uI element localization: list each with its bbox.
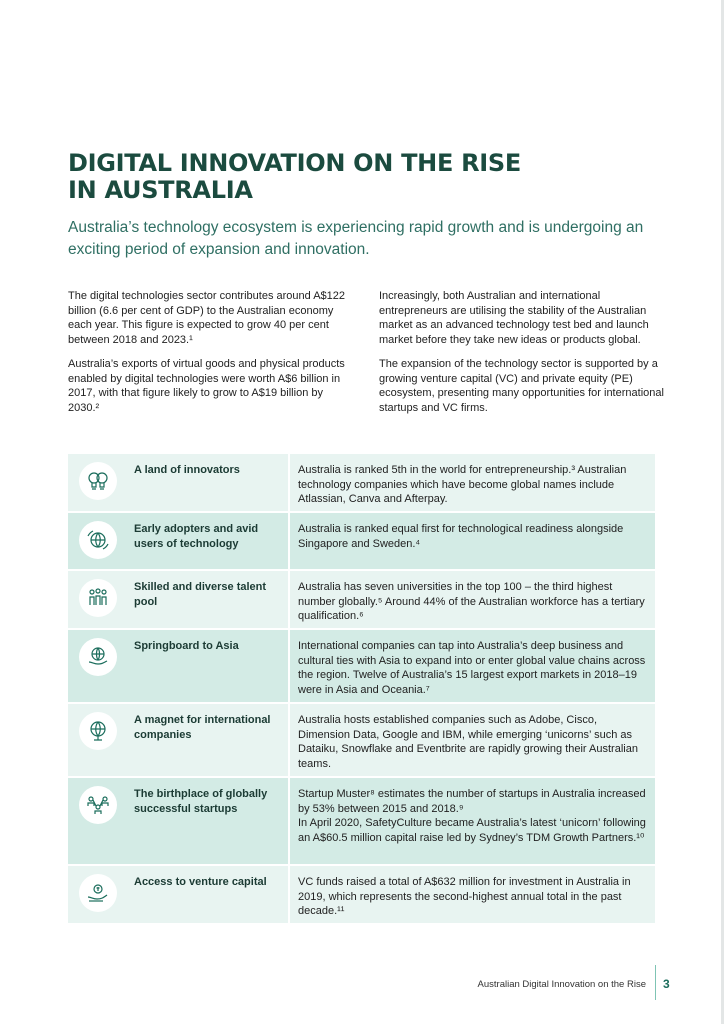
row-heading: A magnet for international companies [134, 714, 271, 741]
row-description: Australia has seven universities in the top 100 – the third highest number globally.⁵ Around 44% of the Australian workforce has a tertiary qualification.⁶ [288, 571, 655, 628]
table-row [68, 776, 655, 864]
title-line-2: IN AUSTRALIA [68, 176, 253, 204]
money-hand-icon [79, 874, 117, 912]
globe-arrows-icon [79, 521, 117, 559]
globe-hand-icon [79, 638, 117, 676]
row-heading: The birthplace of globally successful startups [134, 788, 268, 815]
team-network-icon [79, 786, 117, 824]
table-row [68, 864, 655, 923]
table-row [68, 569, 655, 628]
lightbulbs-icon [79, 462, 117, 500]
row-heading: Access to venture capital [134, 876, 267, 888]
row-heading: Springboard to Asia [134, 640, 239, 652]
row-description: Australia is ranked 5th in the world for entrepreneurship.³ Australian technology companies which have become global names include Atlassian, Canva and Afterpay. [288, 454, 655, 511]
globe-stand-icon [79, 712, 117, 750]
intro-paragraph: The expansion of the technology sector is supported by a growing venture capital (VC) and private equity (PE) ecosystem, presenting many opportunities for international startups and VC firms. [379, 358, 664, 414]
intro-paragraph: Increasingly, both Australian and international entrepreneurs are utilising the stability of the Australian market as an advanced technology test bed and launch market before they take new ideas or products global. [379, 290, 649, 346]
row-heading: Early adopters and avid users of technology [134, 523, 259, 550]
page-title [68, 150, 668, 204]
row-description: VC funds raised a total of A$632 million for investment in Australia in 2019, which represents the second-highest annual total in the past decade.¹¹ [288, 866, 655, 923]
intro-column-right [379, 289, 664, 425]
row-description: Australia hosts established companies such as Adobe, Cisco, Dimension Data, Google and IBM, while emerging ‘unicorns’ such as Dataiku, Snowflake and Eventbrite are rapidly growing their Australian teams. [288, 704, 655, 776]
row-description: Australia is ranked equal first for technological readiness alongside Singapore and Sweden.⁴ [288, 513, 655, 569]
page-subtitle: Australia’s technology ecosystem is experiencing rapid growth and is undergoing an exciting period of expansion and innovation. [68, 219, 644, 258]
people-group-icon [79, 579, 117, 617]
highlights-table [68, 454, 655, 923]
footer-divider [655, 965, 656, 1000]
row-description: International companies can tap into Australia’s deep business and cultural ties with Asia to expand into or enter global value chains across the region. Twelve of Australia’s 15 largest export markets in 2018–19 were in Asia and Oceania.⁷ [288, 630, 655, 702]
footer-label: Australian Digital Innovation on the Rise [477, 979, 646, 990]
table-row [68, 702, 655, 776]
intro-column-left [68, 289, 353, 425]
page-number: 3 [663, 977, 670, 991]
table-row [68, 511, 655, 569]
table-row [68, 454, 655, 511]
row-heading: Skilled and diverse talent pool [134, 581, 267, 608]
row-description: Startup Muster⁸ estimates the number of startups in Australia increased by 53% between 2015 and 2018.⁹ In April 2020, SafetyCulture became Australia’s latest ‘unicorn’ following an A$60.5 million capital raise led by Sydney’s TDM Growth Partners.¹⁰ [288, 778, 655, 864]
intro-paragraph: Australia’s exports of virtual goods and physical products enabled by digital technologies were worth A$6 billion in 2017, with that figure likely to grow to A$19 billion by 2030.² [68, 358, 345, 414]
intro-paragraph: The digital technologies sector contributes around A$122 billion (6.6 per cent of GDP) to the Australian economy each year. This figure is expected to grow 40 per cent between 2018 and 2023.¹ [68, 290, 346, 346]
row-heading: A land of innovators [134, 464, 240, 476]
title-line-1: DIGITAL INNOVATION ON THE RISE [68, 149, 522, 177]
table-row [68, 628, 655, 702]
